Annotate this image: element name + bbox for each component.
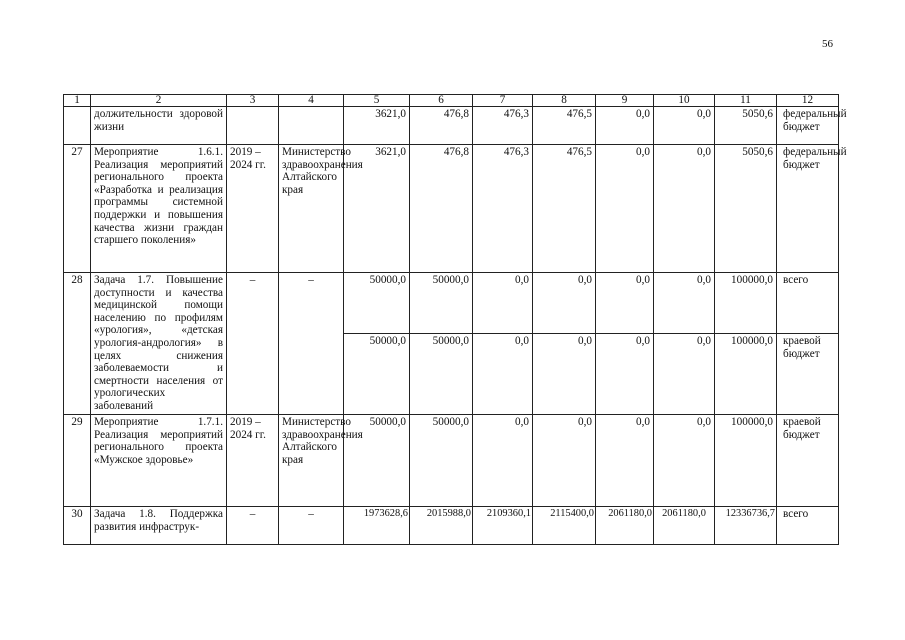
row-name: Мероприятие 1.7.1. Реализация мероприятий регионального проекта «Мужское здоровье» xyxy=(91,415,227,507)
row-period: 2019 – 2024 гг. xyxy=(227,145,279,273)
value-cell: 100000,0 xyxy=(715,415,777,507)
row-executor: Министерство здравоохранения Алтайского края xyxy=(279,415,344,507)
column-header: 10 xyxy=(654,95,715,107)
page-number: 56 xyxy=(822,38,833,50)
value-cell: 2015988,0 xyxy=(410,507,473,545)
value-cell: 0,0 xyxy=(596,334,654,415)
value-cell: 2109360,1 xyxy=(473,507,533,545)
value-cell: 1973628,6 xyxy=(344,507,410,545)
value-cell: 476,5 xyxy=(533,107,596,145)
row-period xyxy=(227,107,279,145)
value-cell: 476,8 xyxy=(410,145,473,273)
value-cell: 0,0 xyxy=(596,273,654,334)
value-cell: 5050,6 xyxy=(715,107,777,145)
column-header: 8 xyxy=(533,95,596,107)
row-period: 2019 – 2024 гг. xyxy=(227,415,279,507)
value-cell: 3621,0 xyxy=(344,107,410,145)
row-number: 27 xyxy=(64,145,91,273)
column-header: 2 xyxy=(91,95,227,107)
value-cell: 2061180,0 xyxy=(596,507,654,545)
column-header: 12 xyxy=(777,95,839,107)
value-cell: 100000,0 xyxy=(715,273,777,334)
value-cell: 2115400,0 xyxy=(533,507,596,545)
value-cell: 476,8 xyxy=(410,107,473,145)
column-header: 4 xyxy=(279,95,344,107)
value-cell: 476,3 xyxy=(473,107,533,145)
funding-source: федеральный бюджет xyxy=(777,107,839,145)
value-cell: 12336736,7 xyxy=(715,507,777,545)
value-cell: 0,0 xyxy=(596,145,654,273)
value-cell: 0,0 xyxy=(533,273,596,334)
value-cell: 0,0 xyxy=(473,334,533,415)
row-number: 29 xyxy=(64,415,91,507)
value-cell: 0,0 xyxy=(654,107,715,145)
value-cell: 476,3 xyxy=(473,145,533,273)
value-cell: 0,0 xyxy=(533,415,596,507)
column-number-row xyxy=(64,95,839,107)
value-cell: 0,0 xyxy=(473,415,533,507)
funding-source: всего xyxy=(777,507,839,545)
column-header: 1 xyxy=(64,95,91,107)
value-cell: 0,0 xyxy=(596,415,654,507)
table-row xyxy=(64,507,839,545)
row-name: должительности здоровой жизни xyxy=(91,107,227,145)
value-cell: 3621,0 xyxy=(344,145,410,273)
row-number: 28 xyxy=(64,273,91,415)
value-cell: 0,0 xyxy=(654,145,715,273)
funding-source: федеральный бюджет xyxy=(777,145,839,273)
value-cell: 0,0 xyxy=(654,273,715,334)
value-cell: 2061180,0 xyxy=(654,507,715,545)
row-executor: – xyxy=(279,273,344,415)
table-row xyxy=(64,273,839,334)
column-header: 6 xyxy=(410,95,473,107)
budget-table xyxy=(63,94,847,545)
table-row xyxy=(64,145,839,273)
value-cell: 50000,0 xyxy=(344,273,410,334)
row-number xyxy=(64,107,91,145)
column-header: 3 xyxy=(227,95,279,107)
row-executor: – xyxy=(279,507,344,545)
table-row xyxy=(64,107,839,145)
table-row xyxy=(64,415,839,507)
value-cell: 50000,0 xyxy=(410,415,473,507)
row-period: – xyxy=(227,507,279,545)
value-cell: 50000,0 xyxy=(410,273,473,334)
column-header: 11 xyxy=(715,95,777,107)
row-number: 30 xyxy=(64,507,91,545)
value-cell: 0,0 xyxy=(473,273,533,334)
value-cell: 0,0 xyxy=(533,334,596,415)
column-header: 9 xyxy=(596,95,654,107)
column-header: 5 xyxy=(344,95,410,107)
column-header: 7 xyxy=(473,95,533,107)
value-cell: 5050,6 xyxy=(715,145,777,273)
row-name: Задача 1.8. Поддержка развития инфраструк- xyxy=(91,507,227,545)
row-period: – xyxy=(227,273,279,415)
row-name: Мероприятие 1.6.1. Реализация мероприятий регионального проекта «Разработка и реализация программы системной поддержки и повышения качества жизни граждан старшего поколения» xyxy=(91,145,227,273)
row-executor xyxy=(279,107,344,145)
funding-source: всего xyxy=(777,273,839,334)
value-cell: 50000,0 xyxy=(344,334,410,415)
value-cell: 476,5 xyxy=(533,145,596,273)
value-cell: 0,0 xyxy=(654,334,715,415)
row-name: Задача 1.7. Повышение доступности и качества медицинской помощи населению по профилям «урология», «детская урология-андрология» в целях снижения заболеваемости и смертности населения от урологических заболеваний xyxy=(91,273,227,415)
value-cell: 100000,0 xyxy=(715,334,777,415)
value-cell: 50000,0 xyxy=(410,334,473,415)
funding-source: краевой бюджет xyxy=(777,415,839,507)
value-cell: 50000,0 xyxy=(344,415,410,507)
row-executor: Министерство здравоохранения Алтайского края xyxy=(279,145,344,273)
funding-source: краевой бюджет xyxy=(777,334,839,415)
value-cell: 0,0 xyxy=(596,107,654,145)
value-cell: 0,0 xyxy=(654,415,715,507)
